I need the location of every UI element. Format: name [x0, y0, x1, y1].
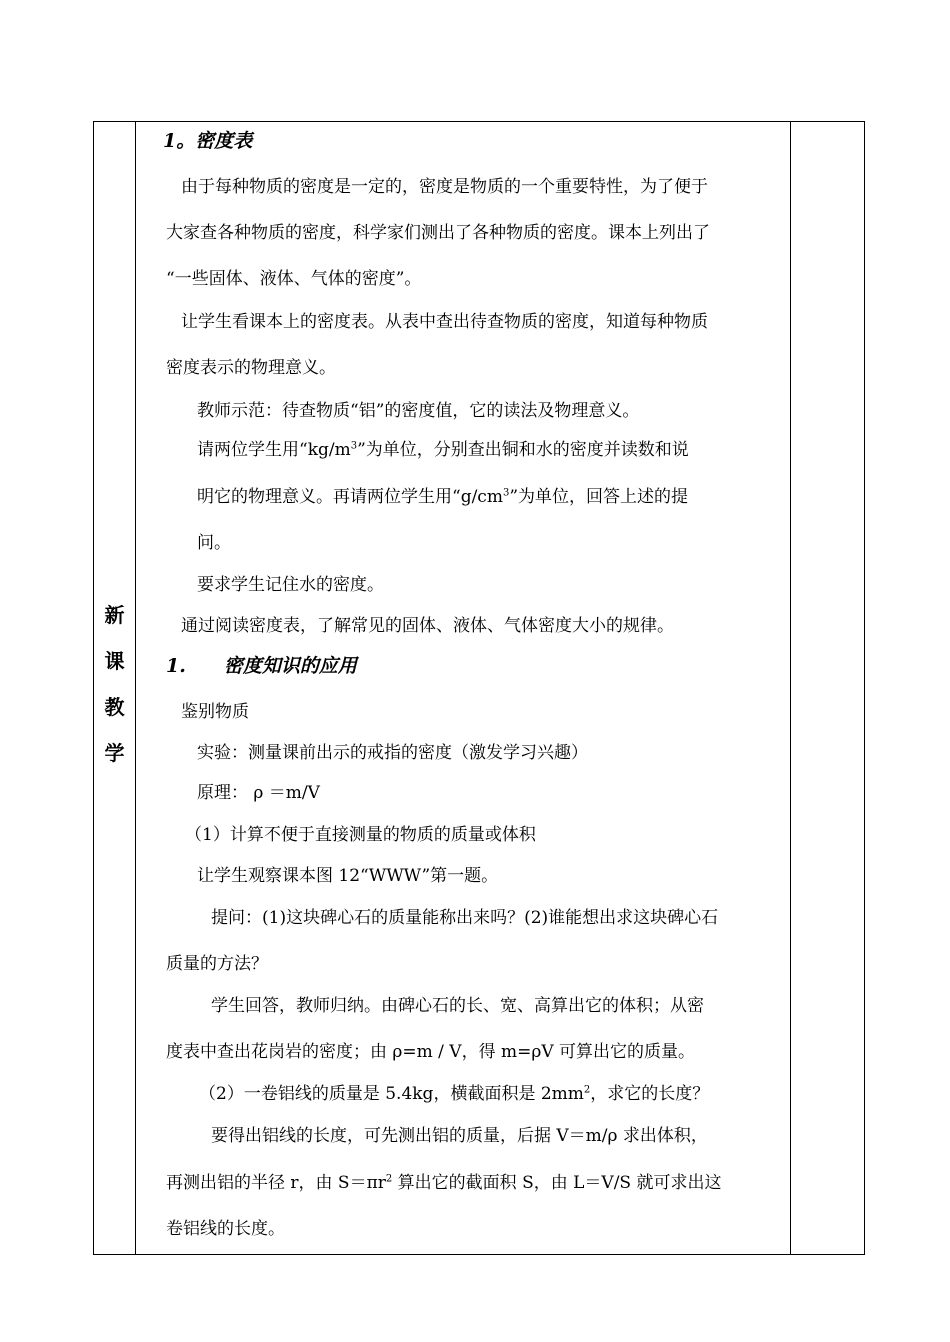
text-run: ”为单位，分别查出铜和水的密度并读数和说 [357, 440, 689, 460]
lesson-table [93, 121, 865, 1255]
paragraph-line: 大家查各种物质的密度，科学家们测出了各种物质的密度。课本上列出了 [166, 223, 710, 243]
superscript: 3 [502, 487, 510, 499]
paragraph-line: 原理： ρ ＝m/V [197, 783, 320, 803]
text-run: （2）一卷铝线的质量是 5.4kg，横截面积是 2mm [199, 1084, 584, 1104]
section-label-char: 新 [104, 603, 125, 627]
superscript: 2 [385, 1173, 393, 1185]
paragraph-line: 学生回答，教师归纳。由碑心石的长、宽、高算出它的体积；从密 [211, 996, 704, 1016]
section-label-char: 教 [104, 695, 125, 719]
paragraph-line: “一些固体、液体、气体的密度”。 [166, 269, 422, 289]
text-run: 请两位学生用“kg/m [197, 440, 351, 460]
superscript: 3 [350, 440, 358, 452]
paragraph-line [197, 482, 688, 507]
paragraph-line [197, 435, 689, 460]
section-label-char: 课 [104, 649, 125, 673]
paragraph-line: 提问：(1)这块碑心石的质量能称出来吗？(2)谁能想出求这块碑心石 [211, 908, 719, 928]
text-run: 算出它的截面积 S，由 L＝V/S 就可求出这 [392, 1173, 722, 1193]
paragraph-line: 教师示范：待查物质“铝”的密度值，它的读法及物理意义。 [197, 401, 640, 421]
text-run: 明它的物理意义。再请两位学生用“g/cm [197, 487, 503, 507]
text-run: 再测出铝的半径 r，由 S＝πr [166, 1173, 386, 1193]
heading-text: 密度知识的应用 [223, 655, 357, 677]
paragraph-line: 密度表示的物理意义。 [166, 358, 336, 378]
section-label-char: 学 [104, 741, 125, 765]
paragraph-line: 质量的方法？ [166, 954, 268, 974]
paragraph-line: 鉴别物质 [181, 702, 249, 722]
paragraph-line: 度表中查出花岗岩的密度；由 ρ=m / V，得 m=ρV 可算出它的质量。 [166, 1042, 696, 1062]
paragraph-line: 问。 [197, 533, 231, 553]
heading-number: 1. [166, 655, 186, 677]
paragraph-line: 实验：测量课前出示的戒指的密度（激发学习兴趣） [197, 743, 588, 763]
paragraph-line: 让学生观察课本图 12“WWW”第一题。 [197, 866, 499, 886]
paragraph-line: 要得出铝线的长度，可先测出铝的质量，后据 V＝m/ρ 求出体积， [211, 1126, 708, 1146]
paragraph-line [199, 1079, 709, 1104]
paragraph-line: 由于每种物质的密度是一定的，密度是物质的一个重要特性，为了便于 [181, 177, 708, 197]
paragraph-line: 让学生看课本上的密度表。从表中查出待查物质的密度，知道每种物质 [181, 312, 708, 332]
paragraph-line: 通过阅读密度表，了解常见的固体、液体、气体密度大小的规律。 [181, 616, 674, 636]
text-run: ”为单位，回答上述的提 [509, 487, 689, 507]
text-run: ，求它的长度？ [590, 1084, 710, 1104]
paragraph-line: 卷铝线的长度。 [166, 1219, 285, 1239]
heading-density-application [166, 651, 357, 678]
superscript: 2 [583, 1084, 591, 1096]
paragraph-line [166, 1168, 721, 1193]
lesson-content [135, 122, 790, 1254]
paragraph-line: 要求学生记住水的密度。 [197, 575, 384, 595]
column-divider-right [790, 122, 791, 1254]
section-label [94, 592, 135, 776]
paragraph-line: （1）计算不便于直接测量的物质的质量或体积 [185, 825, 536, 845]
heading-density-table: 1。密度表 [163, 130, 253, 152]
